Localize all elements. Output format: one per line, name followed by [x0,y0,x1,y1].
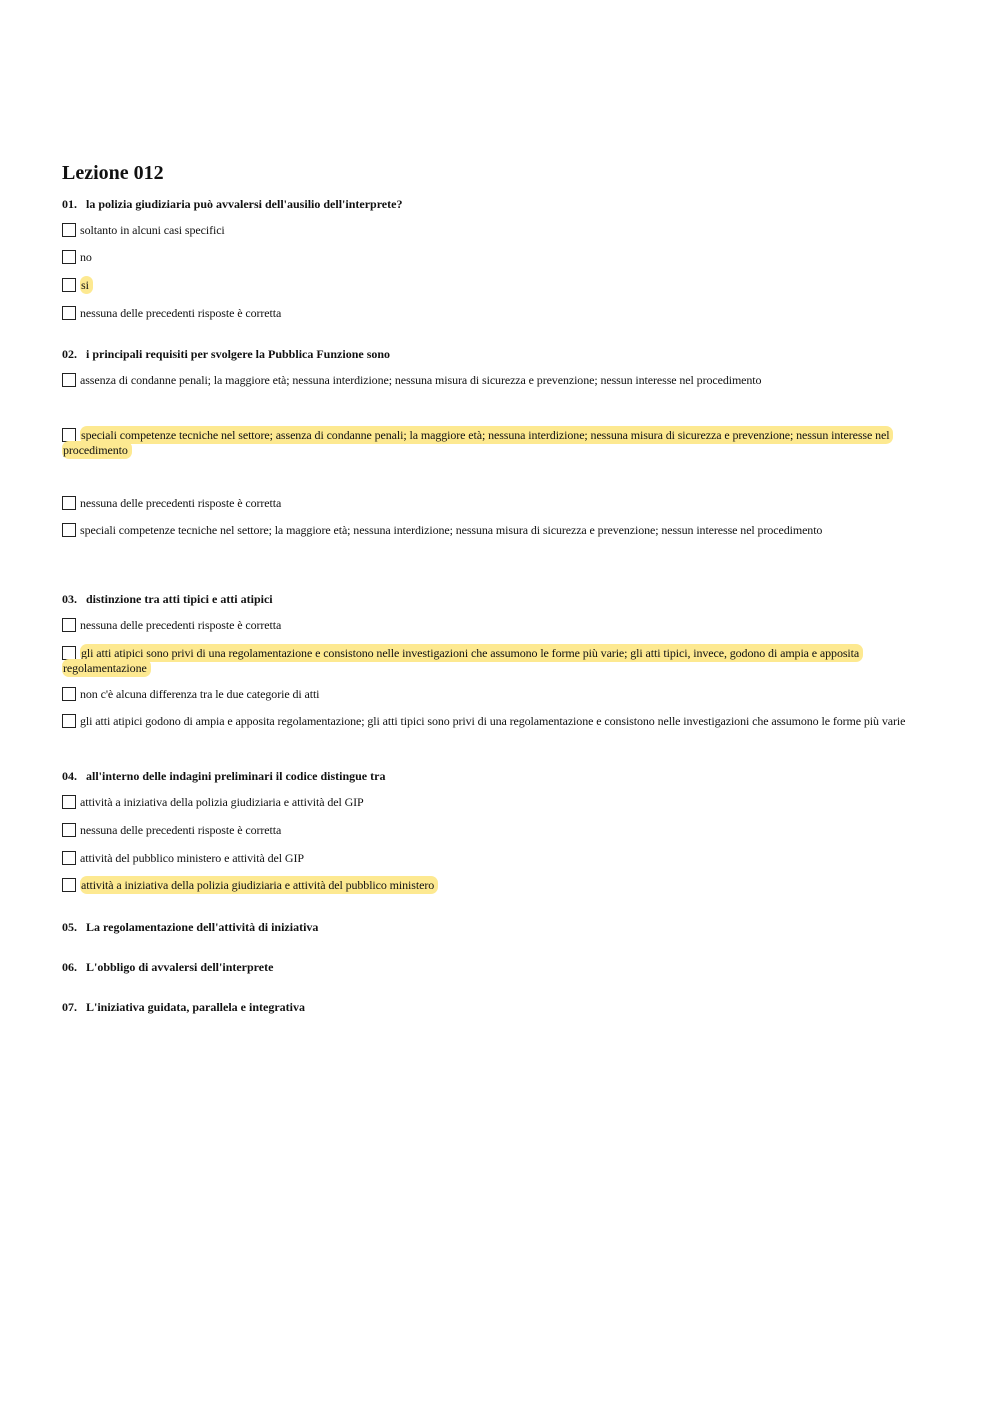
answer-option-highlighted[interactable]: speciali competenze tecniche nel settore; assenza di condanne penali; la maggiore età; nessuna interdizione; nessuna misura di sicurezza e prevenzione; nessun interesse nel procedimento [62,428,940,458]
question-number: 01. [62,197,77,211]
question-number: 06. [62,960,77,974]
question-06 [62,959,273,975]
lesson-title: Lezione 012 [62,162,164,184]
answer-option[interactable]: gli atti atipici godono di ampia e apposita regolamentazione; gli atti tipici sono privi di una regolamentazione e consistono nelle investigazioni che assumono le forme più varie [62,714,940,729]
answer-checkbox[interactable] [62,223,76,237]
answer-option-highlighted[interactable]: si [62,278,940,293]
question-text: L'obbligo di avvalersi dell'interprete [86,960,274,974]
answer-option[interactable]: nessuna delle precedenti risposte è corretta [62,496,940,511]
question-03 [62,591,273,607]
question-text: all'interno delle indagini preliminari il codice distingue tra [86,769,386,783]
answer-option[interactable]: speciali competenze tecniche nel settore; la maggiore età; nessuna interdizione; nessuna misura di sicurezza e prevenzione; nessun interesse nel procedimento [62,523,940,538]
question-number: 04. [62,769,77,783]
answer-option-highlighted[interactable]: attività a iniziativa della polizia giudiziaria e attività del pubblico ministero [62,878,940,893]
answer-option[interactable]: nessuna delle precedenti risposte è corretta [62,618,940,633]
answer-checkbox[interactable] [62,618,76,632]
question-text: la polizia giudiziaria può avvalersi dell'ausilio dell'interprete? [86,197,403,211]
question-text: La regolamentazione dell'attività di iniziativa [86,920,319,934]
answer-checkbox[interactable] [62,250,76,264]
answer-checkbox[interactable] [62,496,76,510]
answer-checkbox[interactable] [62,851,76,865]
answer-checkbox[interactable] [62,878,76,892]
question-text: i principali requisiti per svolgere la Pubblica Funzione sono [86,347,391,361]
answer-checkbox[interactable] [62,687,76,701]
question-number: 05. [62,920,77,934]
answer-checkbox[interactable] [62,428,76,442]
answer-checkbox[interactable] [62,373,76,387]
answer-checkbox[interactable] [62,306,76,320]
question-01 [62,196,402,212]
answer-option[interactable]: soltanto in alcuni casi specifici [62,223,940,238]
answer-checkbox[interactable] [62,714,76,728]
answer-option[interactable]: non c'è alcuna differenza tra le due categorie di atti [62,687,940,702]
answer-checkbox[interactable] [62,523,76,537]
answer-checkbox[interactable] [62,823,76,837]
answer-checkbox[interactable] [62,646,76,660]
answer-option[interactable]: no [62,250,940,265]
answer-option[interactable]: attività del pubblico ministero e attività del GIP [62,851,940,866]
question-05 [62,919,318,935]
answer-option[interactable]: attività a iniziativa della polizia giudiziaria e attività del GIP [62,795,940,810]
question-number: 03. [62,592,77,606]
question-text: L'iniziativa guidata, parallela e integrativa [86,1000,305,1014]
answer-checkbox[interactable] [62,278,76,292]
question-04 [62,768,385,784]
answer-option-highlighted[interactable]: gli atti atipici sono privi di una regolamentazione e consistono nelle investigazioni che assumono le forme più varie; gli atti tipici, invece, godono di ampia e apposita regolamentazione [62,646,940,676]
question-number: 02. [62,347,77,361]
question-text: distinzione tra atti tipici e atti atipici [86,592,273,606]
answer-option[interactable]: nessuna delle precedenti risposte è corretta [62,306,940,321]
answer-option[interactable]: nessuna delle precedenti risposte è corretta [62,823,940,838]
question-07 [62,999,305,1015]
answer-checkbox[interactable] [62,795,76,809]
question-number: 07. [62,1000,77,1014]
answer-option[interactable]: assenza di condanne penali; la maggiore età; nessuna interdizione; nessuna misura di sicurezza e prevenzione; nessun interesse nel procedimento [62,373,940,388]
question-02 [62,346,390,362]
